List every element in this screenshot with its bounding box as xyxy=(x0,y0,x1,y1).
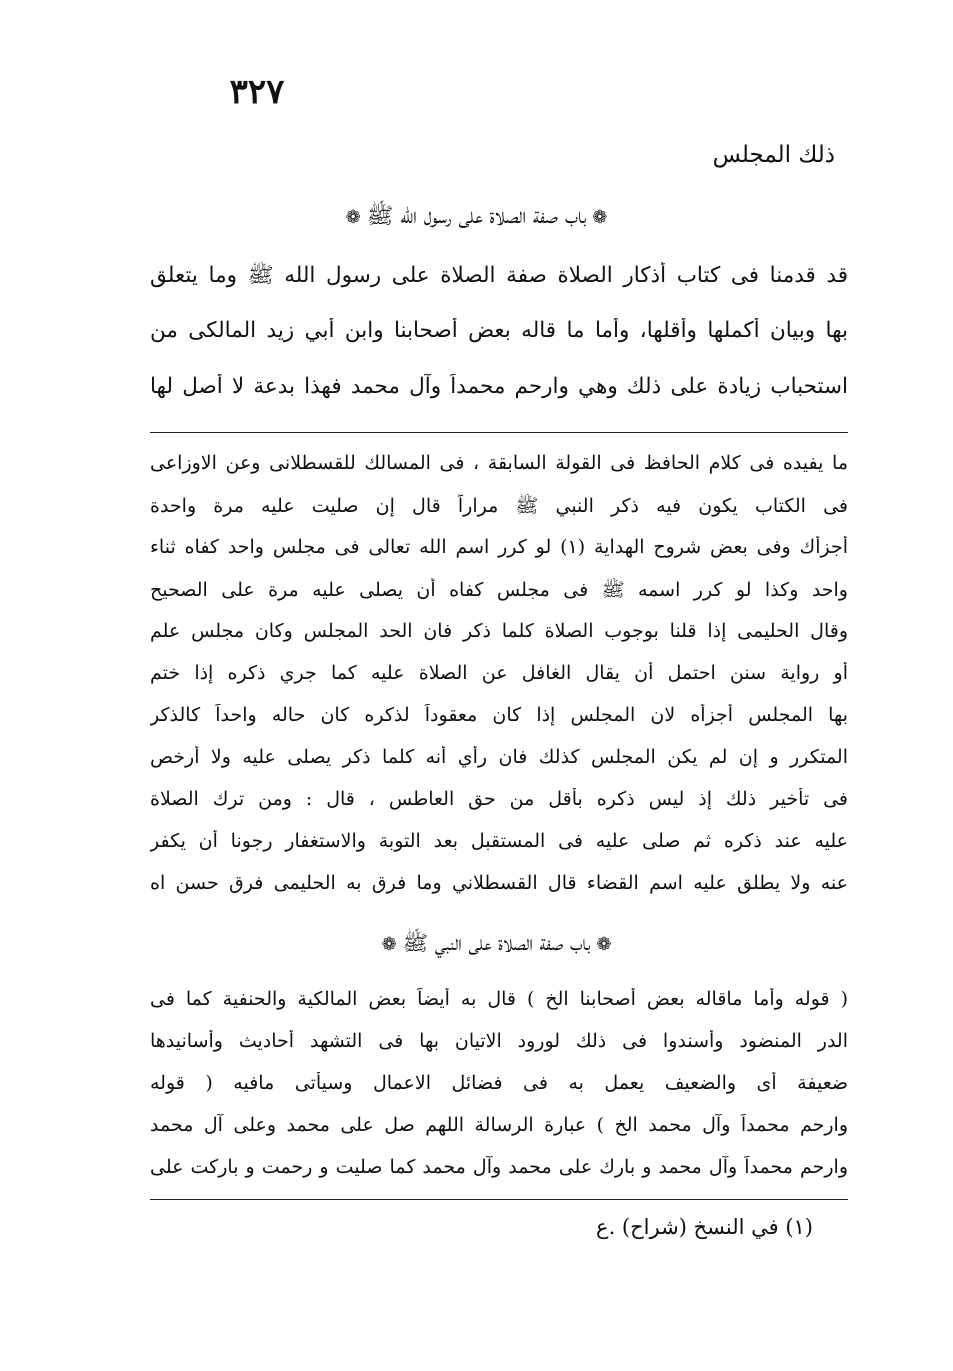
commentary-heading-text: باب صفة الصلاة على النبي ﷺ xyxy=(402,931,591,955)
commentary-line: واحد وكذا لو كرر اسمه ﷺ فى مجلس كفاه أن يصلى عليه مرة على الصحيح xyxy=(150,579,848,601)
commentary-line: فى الكتاب يكون فيه ذكر النبي ﷺ مراراً قال إن صليت عليه مرة واحدة xyxy=(150,495,848,517)
commentary-line: ما يفيده فى كلام الحافظ فى القولة السابقة ، فى المسالك للقسطلانى وعن الاوزاعى xyxy=(150,452,848,474)
commentary-line: أو رواية سنن احتمل أن يقال الغافل عن الصلاة عليه كما جري ذكره إذا ختم xyxy=(150,662,848,684)
footnote-rule xyxy=(150,1199,848,1200)
commentary-line: فى تأخير ذلك إذ ليس ذكره بأقل من حق العاطس ، قال : ومن ترك الصلاة xyxy=(150,788,848,810)
ornament-icon: ❁ xyxy=(381,934,397,955)
separator-rule xyxy=(150,432,848,433)
main-text-line: بها وبيان أكملها وأقلها، وأما ما قاله بعض أصحابنا وابن أبي زيد المالكى من xyxy=(150,318,848,343)
commentary-line: بها المجلس أجزأه لان المجلس إذا كان معقوداً لذكره كان حاله واحداً كالذكر xyxy=(150,704,848,726)
section-heading-text: باب صفة الصلاة على رسول الله ﷺ xyxy=(366,204,587,229)
commentary-line: ضعيفة أى والضعيف يعمل به فى فضائل الاعمال وسيأتى مافيه ( قوله xyxy=(150,1072,848,1094)
footnote: (١) في النسخ (شراح) .ع xyxy=(596,1215,813,1239)
ornament-icon: ❁ xyxy=(345,207,361,228)
section-heading xyxy=(150,202,803,234)
commentary-line: عليه عند ذكره ثم صلى عليه فى المستقبل بعد التوبة والاستغفار رجونا أن يكفر xyxy=(150,830,848,852)
main-text-line: استحباب زيادة على ذلك وهي وارحم محمداً وآل محمد فهذا بدعة لا أصل لها xyxy=(150,374,848,399)
commentary-line: المتكرر و إن لم يكن المجلس كذلك فان رأي أنه كلما ذكر يصلى عليه ولا أرخص xyxy=(150,746,848,768)
ornament-icon: ❁ xyxy=(596,934,612,955)
commentary-line: ( قوله وأما ماقاله بعض أصحابنا الخ ) قال به أيضاً بعض المالكية والحنفية كما فى xyxy=(150,988,848,1010)
commentary-line: وارحم محمداً وآل محمد و بارك على محمد وآل محمد كما صليت و رحمت و باركت على xyxy=(150,1156,848,1178)
commentary-line: أجزأك وفى بعض شروح الهداية (١) لو كرر اسم الله تعالى فى مجلس واحد كفاه ثناء xyxy=(150,536,848,558)
commentary-line: الدر المنضود وأسندوا فى ذلك لورود الاتيان بها فى التشهد أحاديث وأسانيدها xyxy=(150,1030,848,1052)
page-number: ٣٢٧ xyxy=(229,72,285,112)
commentary-line: عنه ولا يطلق عليه اسم القضاء قال القسطلاني وما فرق به الحليمى فرق حسن اه xyxy=(150,872,848,894)
ornament-icon: ❁ xyxy=(592,207,608,228)
commentary-line: وارحم محمداً وآل محمد الخ ) عبارة الرسالة اللهم صل على محمد وعلى آل محمد xyxy=(150,1114,848,1136)
carryover-text: ذلك المجلس xyxy=(712,142,835,168)
commentary-heading xyxy=(170,930,823,961)
main-text-line: قد قدمنا فى كتاب أذكار الصلاة صفة الصلاة على رسول الله ﷺ وما يتعلق xyxy=(150,263,848,288)
commentary-line: وقال الحليمى إذا قلنا بوجوب الصلاة كلما ذكر فان الحد المجلس وكان مجلس علم xyxy=(150,620,848,642)
